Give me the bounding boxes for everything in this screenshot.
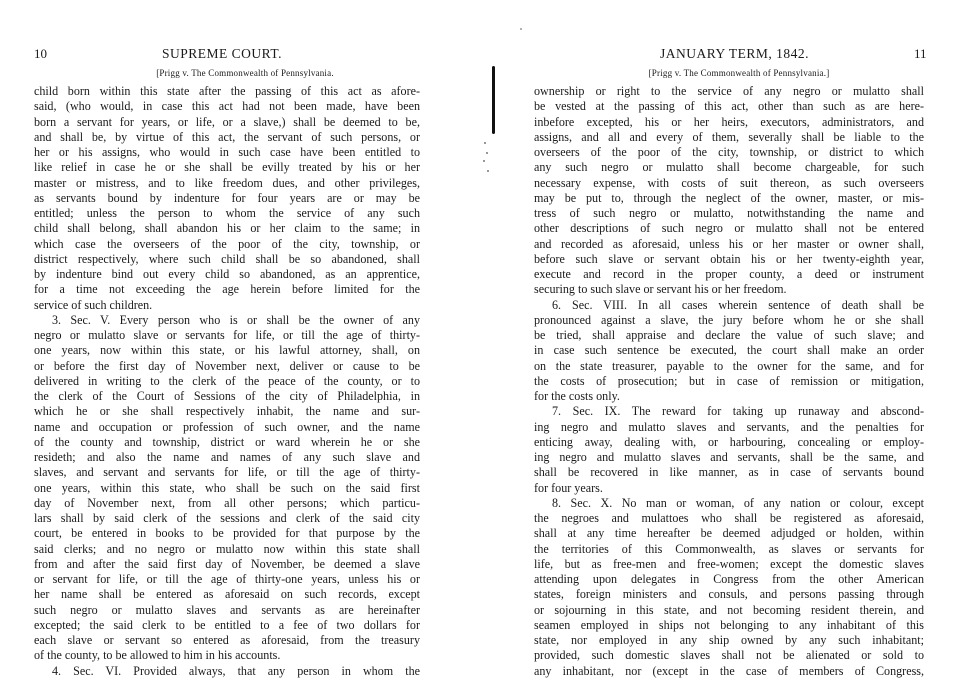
- text-line: state, nor employed in any ship owned by any such inhabitant;: [534, 633, 924, 647]
- text-line: shall at any time hereafter be deemed adjudged or holden, within: [534, 526, 924, 541]
- right-page: [490, 0, 980, 687]
- text-line: ing negro and mulatto slaves and servants, shall be the same, and: [534, 450, 924, 464]
- text-line: 4. Sec. VI. Provided always, that any person in whom the: [52, 663, 420, 678]
- text-line: as servants bound by indenture for four years are or may be: [34, 190, 420, 205]
- text-line: the clerk of the Court of Sessions of the city of Philadelphia, in: [34, 389, 420, 403]
- text-line: life, but as free-men and free-women; except the domestic slaves: [534, 556, 924, 571]
- text-line: or servant for life, or till the age of thirty-one years, unless his or: [34, 572, 420, 586]
- text-line: 6. Sec. VIII. In all cases wherein sentence of death shall be: [552, 297, 924, 312]
- text-line: excepted; the said clerk to be entitled to a fee of two dollars for: [34, 617, 420, 632]
- text-line: court, be entered in books to be provided for that purpose by the: [34, 526, 420, 541]
- text-line: negro or mulatto slave or servants for life, or till the age of thirty-: [34, 328, 420, 342]
- gutter-speck: [487, 170, 489, 172]
- text-line: or sojourning in this state, and not becoming resident therein, and: [534, 602, 924, 617]
- text-line: securing to such slave or servant his or her freedom.: [534, 282, 787, 297]
- text-line: execute and record in the proper county, a deed or instrument: [534, 267, 924, 281]
- text-line: district respectively, where such child shall be so abandoned, shall: [34, 251, 420, 266]
- text-line: the costs of prosecution; but in case of remission or mitigation,: [534, 373, 924, 388]
- text-line: her or his assigns, who would in such case have been entitled to: [34, 145, 420, 159]
- text-line: day of November next, from all other persons; which particu-: [34, 495, 420, 510]
- text-line: which case the overseers of the poor of the city, township, or: [34, 236, 420, 251]
- text-line: entitled; unless the person to whom the service of any such: [34, 206, 420, 220]
- left-page-header: SUPREME COURT.: [162, 46, 282, 61]
- text-line: assigns, and all and every of them, severally shall be liable to the: [534, 129, 924, 144]
- text-line: slaves, and servant and servants for life, or till the age of thirty-: [34, 465, 420, 480]
- text-line: name and occupation or profession of such owner, and the name: [34, 419, 420, 434]
- gutter-speck: [484, 142, 486, 144]
- text-line: the negroes and mulattoes who shall be registered as aforesaid,: [534, 511, 924, 525]
- gutter-speck: [483, 160, 485, 162]
- text-line: of the county and township, district or ward wherein he or she: [34, 434, 420, 449]
- text-line: child born within this state after the passing of this act as afore-: [34, 84, 420, 98]
- text-line: any inhabitant, nor (except in the case of members of Congress,: [534, 663, 924, 678]
- text-line: one years, within this state, who shall be such on the said first: [34, 480, 420, 495]
- gutter-speck: [486, 152, 488, 154]
- text-line: lars shall by said clerk of the sessions and clerk of the said city: [34, 511, 420, 525]
- text-line: and recorded as aforesaid, unless his or her master or owner shall,: [534, 236, 924, 251]
- right-running-head: [Prigg v. The Commonwealth of Pennsylvania.]: [648, 68, 830, 78]
- text-line: for a time not exceeding the age herein before limited for the: [34, 282, 420, 297]
- text-line: other descriptions of such negro or mulatto shall not be entered: [534, 221, 924, 236]
- text-line: pronounced against a slave, the jury before whom he or she shall: [534, 312, 924, 327]
- text-line: which he or she shall respectively inhabit, the name and sur-: [34, 404, 420, 419]
- right-page-number: 11: [914, 46, 927, 61]
- text-line: the territories of this Commonwealth, as slaves or servants for: [534, 541, 924, 556]
- text-line: or before the first day of November next, deliver or cause to be: [34, 358, 420, 373]
- text-line: in case such sentence be executed, the court shall make an order: [534, 343, 924, 358]
- text-line: resideth; and also the name and names of any such slave and: [34, 450, 420, 464]
- text-line: shall be recovered in like manner, as in case of servants bound: [534, 465, 924, 480]
- text-line: for four years.: [534, 480, 603, 495]
- text-line: master or mistress, and to like freedom dues, and other privileges,: [34, 175, 420, 190]
- text-line: such negro or mulatto slaves and servants as are hereinafter: [34, 602, 420, 617]
- text-line: ing negro and mulatto slaves and servants, and the penalties for: [534, 419, 924, 434]
- text-line: 7. Sec. IX. The reward for taking up runaway and abscond-: [552, 404, 924, 419]
- text-line: for the costs only.: [534, 389, 620, 403]
- text-line: enticing away, dealing with, or harbouring, concealing or employ-: [534, 434, 924, 449]
- text-line: tress of such negro or mulatto, notwithstanding the name and: [534, 206, 924, 220]
- text-line: on the state treasurer, payable to the owner for the same, and for: [534, 358, 924, 373]
- text-line: 8. Sec. X. No man or woman, of any nation or colour, except: [552, 495, 924, 510]
- text-line: necessary expense, with costs of suit thereon, as such overseers: [534, 175, 924, 190]
- text-line: 3. Sec. V. Every person who is or shall be the owner of any: [52, 312, 420, 327]
- text-line: like relief in case he or she shall be evilly treated by his or her: [34, 160, 420, 175]
- left-text-column: [34, 84, 420, 679]
- text-line: attending upon delegates in Congress from the other American: [534, 572, 924, 586]
- text-line: one years, now within this state, or his lawful attorney, shall, on: [34, 343, 420, 358]
- text-line: born a servant for years, or life, or a slave,) shall be deemed to be,: [34, 114, 420, 129]
- text-line: child shall belong, shall abandon his or her claim to the same; in: [34, 221, 420, 236]
- text-line: overseers of the poor of the city, township, or district to which: [534, 145, 924, 159]
- text-line: service of such children.: [34, 297, 153, 312]
- text-line: from and after the said first day of November, be deemed a slave: [34, 556, 420, 571]
- text-line: seamen employed in ships not belonging to any inhabitant of this: [534, 617, 924, 632]
- text-line: each slave or servant so entered as aforesaid, from the treasury: [34, 633, 420, 647]
- text-line: any such negro or mulatto shall become chargeable, for such: [534, 160, 924, 175]
- left-page-number: 10: [34, 46, 47, 61]
- text-line: said, (who would, in case this act had not been made, have been: [34, 99, 420, 114]
- text-line: by indenture bind out every child so abandoned, as an apprentice,: [34, 267, 420, 281]
- text-line: be tried, shall appraise and declare the value of such slave; and: [534, 328, 924, 342]
- text-line: inbefore excepted, his or her heirs, executors, administrators, and: [534, 114, 924, 129]
- text-line: be vested at the passing of this act, other than such as are here-: [534, 99, 924, 114]
- text-line: provided, such domestic slaves shall not be alienated or sold to: [534, 648, 924, 663]
- text-line: delivered in writing to the clerk of the peace of the county, or to: [34, 373, 420, 388]
- text-line: said clerks; and no negro or mulatto now within this state shall: [34, 541, 420, 556]
- text-line: ownership or right to the service of any negro or mulatto shall: [534, 84, 924, 98]
- text-line: states, foreign ministers and consuls, and persons passing through: [534, 587, 924, 602]
- text-line: her name shall be entered as aforesaid on such records, except: [34, 587, 420, 602]
- text-line: and shall be, by virtue of this act, the servant of such persons, or: [34, 129, 420, 144]
- right-text-column: [534, 84, 924, 679]
- text-line: of the county, to be allowed to him in his accounts.: [34, 648, 281, 663]
- text-line: before such slave or servant obtain his or her twenty-eighth year,: [534, 251, 924, 266]
- right-page-header: JANUARY TERM, 1842.: [660, 46, 810, 61]
- left-running-head: [Prigg v. The Commonwealth of Pennsylvania.: [156, 68, 334, 78]
- text-line: may be put to, through the neglect of the owner, master, or mis-: [534, 190, 924, 205]
